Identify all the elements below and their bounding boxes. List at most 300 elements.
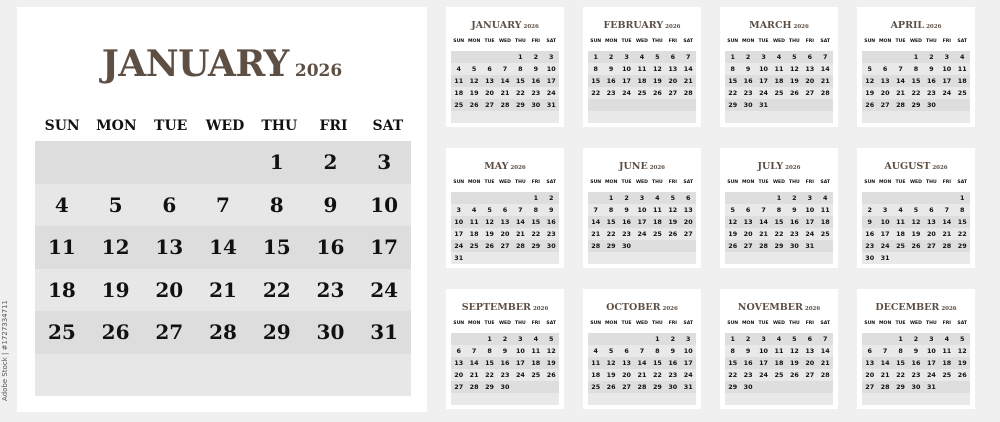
- weekday-label: SUN: [590, 321, 602, 326]
- month-title: [857, 299, 975, 315]
- day-cell: 5: [487, 206, 492, 214]
- day-cell: 24: [759, 89, 768, 97]
- weekday-label: TUE: [758, 180, 769, 185]
- weekday-label: FRI: [668, 39, 678, 44]
- day-cell: 22: [262, 277, 291, 302]
- day-grid: [451, 192, 559, 264]
- week-row: [725, 381, 833, 393]
- day-cell: 24: [683, 371, 693, 379]
- day-cell: 31: [546, 101, 556, 109]
- day-cell: 17: [637, 218, 647, 226]
- day-cell: 19: [728, 230, 738, 238]
- weekday-label: THU: [515, 321, 526, 326]
- day-cell: 28: [942, 242, 952, 250]
- weekday-label: THU: [926, 180, 937, 185]
- weekday-label: FRI: [805, 321, 815, 326]
- weekday-label: FRI: [942, 180, 952, 185]
- day-cell: 13: [743, 218, 753, 226]
- weekday-label: FRI: [319, 118, 348, 134]
- day-cell: 24: [515, 371, 525, 379]
- day-cell: 9: [533, 65, 539, 73]
- day-cell: 6: [487, 65, 492, 73]
- day-cell: 2: [745, 53, 751, 61]
- day-cell: 23: [743, 371, 753, 379]
- day-cell: 24: [880, 242, 890, 250]
- day-cell: 18: [820, 218, 830, 226]
- week-row: [588, 51, 696, 63]
- weekday-label: MON: [467, 321, 481, 326]
- day-cell: 23: [531, 89, 541, 97]
- day-cell: 19: [911, 230, 921, 238]
- day-cell: 12: [485, 218, 494, 226]
- weekday-label: THU: [515, 39, 526, 44]
- day-cell: 1: [730, 335, 735, 343]
- weekday-label: WED: [772, 321, 785, 326]
- day-cell: 24: [622, 89, 631, 97]
- day-cell: 25: [469, 242, 479, 250]
- day-cell: 22: [591, 89, 601, 97]
- week-row: [862, 369, 970, 381]
- week-row: [862, 252, 970, 264]
- weekday-label: MON: [878, 321, 892, 326]
- weekday-label: FRI: [942, 39, 952, 44]
- weekday-label: THU: [652, 321, 663, 326]
- weekday-label: SAT: [957, 39, 968, 44]
- day-cell: 18: [47, 277, 76, 302]
- stock-credit: [0, 300, 12, 420]
- day-cell: 19: [606, 371, 616, 379]
- day-cell: 12: [652, 65, 662, 73]
- day-cell: 13: [485, 77, 494, 85]
- day-cell: 4: [593, 347, 598, 355]
- weekday-label: MON: [467, 39, 481, 44]
- day-cell: 24: [926, 371, 936, 379]
- weekday-label: SAT: [546, 180, 557, 185]
- day-cell: 27: [743, 242, 753, 250]
- day-cell: 7: [471, 347, 477, 355]
- day-cell: 15: [728, 77, 738, 85]
- weekday-label: SAT: [546, 39, 557, 44]
- day-cell: 25: [942, 371, 952, 379]
- day-cell: 15: [515, 77, 525, 85]
- weekday-label: TUE: [758, 39, 769, 44]
- month-card: [857, 289, 975, 409]
- day-cell: 30: [531, 101, 541, 109]
- day-cell: 7: [639, 347, 645, 355]
- day-cell: 8: [269, 192, 284, 217]
- day-cell: 3: [639, 194, 645, 202]
- week-row: [862, 51, 970, 63]
- day-cell: 31: [805, 242, 815, 250]
- day-cell: 27: [805, 89, 815, 97]
- day-cell: 1: [533, 194, 539, 202]
- day-cell: 21: [820, 359, 830, 367]
- day-cell: 4: [944, 335, 950, 343]
- day-cell: 11: [820, 206, 830, 214]
- week-row: [725, 240, 833, 252]
- weekday-label: WED: [909, 39, 922, 44]
- month-card: [583, 148, 701, 268]
- day-cell: 12: [668, 206, 678, 214]
- day-cell: 19: [101, 277, 130, 302]
- week-row: [451, 381, 559, 393]
- day-cell: 13: [880, 77, 890, 85]
- week-row: [725, 75, 833, 87]
- day-cell: 11: [652, 206, 662, 214]
- day-cell: 20: [926, 230, 936, 238]
- day-cell: 22: [515, 89, 525, 97]
- day-cell: 5: [108, 192, 123, 217]
- weekday-label: FRI: [668, 321, 678, 326]
- day-cell: 23: [789, 230, 799, 238]
- day-cell: 22: [531, 230, 541, 238]
- week-row: [35, 311, 411, 354]
- day-cell: 8: [960, 206, 965, 214]
- day-cell: 30: [743, 101, 753, 109]
- day-cell: 24: [637, 230, 647, 238]
- day-grid: [588, 192, 696, 264]
- day-cell: 13: [865, 359, 875, 367]
- week-row: [451, 216, 559, 228]
- day-cell: 14: [637, 359, 647, 367]
- day-cell: 9: [549, 206, 554, 214]
- day-cell: 10: [637, 206, 647, 214]
- day-cell: 4: [456, 65, 461, 73]
- month-title: [446, 158, 564, 174]
- day-cell: 18: [469, 230, 479, 238]
- day-cell: 3: [761, 53, 766, 61]
- day-cell: 30: [622, 242, 631, 250]
- day-cell: 25: [454, 101, 464, 109]
- day-cell: 28: [759, 242, 768, 250]
- day-cell: 18: [591, 371, 601, 379]
- month-title: [446, 299, 564, 315]
- day-cell: 18: [774, 77, 784, 85]
- day-cell: 6: [162, 192, 177, 217]
- day-cell: 11: [896, 218, 905, 226]
- day-cell: 26: [728, 242, 738, 250]
- day-cell: 11: [454, 77, 464, 85]
- day-cell: 1: [518, 53, 523, 61]
- month-year: 2026: [804, 306, 821, 312]
- weekday-header: [588, 180, 696, 188]
- day-cell: 11: [774, 347, 784, 355]
- day-cell: 11: [591, 359, 601, 367]
- week-row: [862, 204, 970, 216]
- day-grid: [725, 192, 833, 264]
- weekday-header: [451, 321, 559, 329]
- month-title: [446, 17, 564, 33]
- day-cell: 9: [792, 206, 797, 214]
- day-grid: [862, 192, 970, 264]
- day-cell: 16: [500, 359, 510, 367]
- week-row: [862, 381, 970, 393]
- day-cell: 6: [807, 335, 813, 343]
- weekday-header: [451, 180, 559, 188]
- week-row: [725, 345, 833, 357]
- day-cell: 29: [515, 101, 525, 109]
- day-cell: 1: [608, 194, 614, 202]
- day-cell: 4: [655, 194, 660, 202]
- day-cell: 20: [683, 218, 693, 226]
- day-cell: 3: [624, 53, 629, 61]
- day-cell: 5: [792, 53, 797, 61]
- day-cell: 22: [911, 89, 921, 97]
- weekday-header: [725, 180, 833, 188]
- day-cell: 29: [774, 242, 784, 250]
- day-cell: 18: [896, 230, 905, 238]
- week-row: [725, 111, 833, 123]
- week-row: [451, 99, 559, 111]
- weekday-label: TUE: [895, 180, 906, 185]
- day-cell: 2: [929, 53, 934, 61]
- day-cell: 4: [823, 194, 828, 202]
- day-cell: 17: [805, 218, 815, 226]
- day-cell: 14: [683, 65, 693, 73]
- day-cell: 30: [316, 320, 345, 345]
- weekday-label: TUE: [154, 118, 188, 134]
- day-cell: 24: [370, 277, 399, 302]
- day-cell: 13: [805, 347, 815, 355]
- weekday-label: MON: [741, 321, 755, 326]
- weekday-label: THU: [789, 321, 800, 326]
- day-cell: 4: [898, 206, 903, 214]
- month-name: MARCH: [749, 20, 792, 31]
- week-row: [451, 393, 559, 405]
- weekday-label: FRI: [805, 39, 815, 44]
- day-cell: 9: [913, 347, 919, 355]
- weekday-label: WED: [909, 180, 922, 185]
- day-cell: 5: [670, 194, 676, 202]
- day-cell: 10: [622, 65, 631, 73]
- weekday-header: [862, 321, 970, 329]
- weekday-label: SUN: [453, 321, 465, 326]
- week-row: [588, 240, 696, 252]
- week-row: [451, 204, 559, 216]
- day-cell: 12: [957, 347, 967, 355]
- day-cell: 6: [670, 53, 676, 61]
- day-cell: 14: [820, 347, 830, 355]
- day-cell: 15: [896, 359, 905, 367]
- day-cell: 26: [789, 371, 799, 379]
- week-row: [35, 354, 411, 397]
- weekday-label: WED: [909, 321, 922, 326]
- day-cell: 2: [792, 194, 797, 202]
- week-row: [451, 111, 559, 123]
- day-cell: 8: [487, 347, 492, 355]
- day-cell: 7: [898, 65, 903, 73]
- day-cell: 2: [867, 206, 872, 214]
- week-row: [451, 345, 559, 357]
- weekday-label: THU: [926, 39, 937, 44]
- day-cell: 4: [776, 335, 782, 343]
- weekday-header: [588, 321, 696, 329]
- day-cell: 28: [820, 371, 830, 379]
- day-cell: 8: [898, 347, 903, 355]
- day-cell: 29: [262, 320, 291, 345]
- day-cell: 14: [880, 359, 890, 367]
- weekday-label: FRI: [531, 180, 541, 185]
- day-cell: 2: [608, 53, 614, 61]
- weekday-label: MON: [604, 180, 618, 185]
- week-row: [35, 184, 411, 227]
- day-cell: 29: [652, 383, 662, 391]
- day-cell: 19: [652, 77, 662, 85]
- day-cell: 11: [531, 347, 541, 355]
- weekday-label: FRI: [805, 180, 815, 185]
- week-row: [588, 345, 696, 357]
- day-cell: 16: [531, 77, 541, 85]
- week-row: [725, 51, 833, 63]
- day-cell: 1: [898, 335, 903, 343]
- month-name: OCTOBER: [606, 302, 661, 313]
- month-title: [720, 299, 838, 315]
- day-cell: 8: [608, 206, 614, 214]
- day-cell: 1: [730, 53, 735, 61]
- day-cell: 18: [942, 359, 952, 367]
- day-cell: 26: [652, 89, 662, 97]
- weekday-label: SUN: [727, 321, 739, 326]
- featured-weekday-header: [35, 118, 415, 138]
- week-row: [588, 381, 696, 393]
- weekday-header: [588, 39, 696, 47]
- day-cell: 21: [209, 277, 237, 302]
- weekday-label: TUE: [621, 321, 632, 326]
- day-cell: 9: [670, 347, 676, 355]
- day-cell: 1: [655, 335, 660, 343]
- day-cell: 21: [515, 230, 525, 238]
- day-cell: 21: [880, 371, 890, 379]
- day-cell: 10: [880, 218, 890, 226]
- featured-year: 2026: [294, 61, 343, 81]
- weekday-label: SUN: [864, 39, 876, 44]
- day-cell: 16: [316, 235, 345, 260]
- day-cell: 27: [805, 371, 815, 379]
- day-cell: 13: [500, 218, 510, 226]
- day-cell: 31: [370, 320, 399, 345]
- week-row: [588, 333, 696, 345]
- day-cell: 18: [957, 77, 967, 85]
- day-cell: 25: [47, 320, 76, 345]
- day-cell: 3: [929, 335, 934, 343]
- week-row: [451, 75, 559, 87]
- day-cell: 14: [209, 235, 237, 260]
- weekday-label: SAT: [683, 321, 694, 326]
- day-cell: 8: [533, 206, 539, 214]
- day-cell: 29: [728, 383, 738, 391]
- day-cell: 25: [591, 383, 601, 391]
- day-cell: 17: [942, 77, 952, 85]
- month-title: [720, 17, 838, 33]
- month-name: JANUARY: [471, 20, 522, 31]
- day-cell: 12: [101, 235, 130, 260]
- month-year: 2026: [510, 165, 526, 171]
- day-cell: 12: [606, 359, 616, 367]
- day-cell: 14: [469, 359, 479, 367]
- week-row: [725, 252, 833, 264]
- day-cell: 25: [652, 230, 662, 238]
- day-cell: 27: [683, 230, 693, 238]
- month-card: [446, 148, 564, 268]
- day-cell: 22: [774, 230, 784, 238]
- day-cell: 20: [485, 89, 494, 97]
- week-row: [451, 240, 559, 252]
- week-row: [725, 393, 833, 405]
- day-cell: 9: [867, 218, 872, 226]
- day-cell: 17: [880, 230, 890, 238]
- week-row: [588, 111, 696, 123]
- month-card: [446, 7, 564, 127]
- day-cell: 2: [745, 335, 751, 343]
- day-grid: [451, 51, 559, 123]
- day-cell: 13: [622, 359, 631, 367]
- day-cell: 4: [533, 335, 539, 343]
- week-row: [862, 333, 970, 345]
- month-card: [857, 148, 975, 268]
- weekday-label: FRI: [668, 180, 678, 185]
- day-cell: 18: [531, 359, 541, 367]
- day-cell: 6: [807, 53, 813, 61]
- week-row: [588, 357, 696, 369]
- day-cell: 20: [805, 77, 815, 85]
- day-cell: 6: [929, 206, 934, 214]
- day-cell: 1: [776, 194, 782, 202]
- day-cell: 15: [652, 359, 662, 367]
- week-row: [588, 87, 696, 99]
- weekday-label: MON: [467, 180, 481, 185]
- day-cell: 29: [957, 242, 967, 250]
- day-cell: 22: [485, 371, 494, 379]
- day-cell: 10: [515, 347, 525, 355]
- day-cell: 26: [668, 230, 678, 238]
- day-cell: 14: [591, 218, 601, 226]
- day-cell: 27: [485, 101, 494, 109]
- weekday-label: FRI: [531, 39, 541, 44]
- featured-month-title: [17, 43, 427, 85]
- day-cell: 12: [789, 347, 799, 355]
- week-row: [862, 87, 970, 99]
- day-cell: 15: [485, 359, 494, 367]
- day-cell: 21: [896, 89, 905, 97]
- week-row: [725, 192, 833, 204]
- day-cell: 4: [471, 206, 477, 214]
- day-cell: 5: [730, 206, 735, 214]
- day-cell: 26: [865, 101, 875, 109]
- day-cell: 16: [743, 77, 753, 85]
- day-cell: 28: [500, 101, 510, 109]
- day-cell: 9: [323, 192, 338, 217]
- weekday-label: THU: [515, 180, 526, 185]
- day-cell: 19: [789, 77, 799, 85]
- weekday-label: SAT: [820, 321, 831, 326]
- day-cell: 3: [549, 53, 554, 61]
- weekday-header: [451, 39, 559, 47]
- day-cell: 5: [867, 65, 872, 73]
- day-cell: 29: [606, 242, 616, 250]
- week-row: [451, 369, 559, 381]
- day-cell: 11: [637, 65, 647, 73]
- day-cell: 16: [546, 218, 556, 226]
- day-cell: 5: [608, 347, 614, 355]
- day-cell: 25: [637, 89, 647, 97]
- day-cell: 7: [882, 347, 888, 355]
- day-cell: 11: [47, 235, 76, 260]
- day-cell: 19: [957, 359, 967, 367]
- day-cell: 5: [960, 335, 965, 343]
- day-cell: 2: [549, 194, 554, 202]
- weekday-label: MON: [878, 180, 892, 185]
- day-cell: 31: [683, 383, 693, 391]
